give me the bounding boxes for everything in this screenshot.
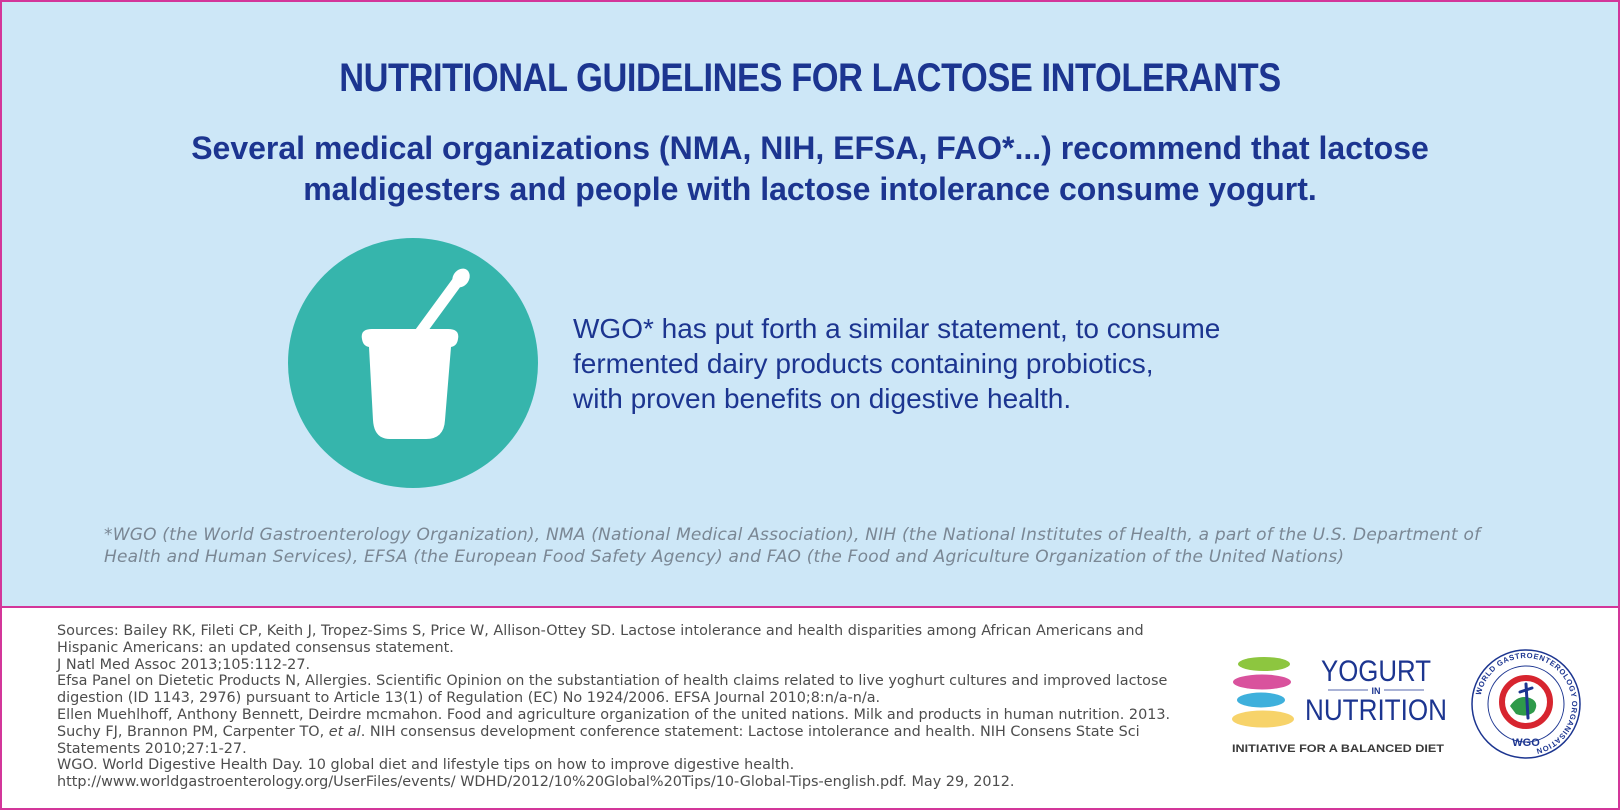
source-text: . NIH consensus development conference statement: Lactose intolerance and health. NIH Consens State Sci — [360, 723, 1140, 740]
footnote-line: Health and Human Services), EFSA (the European Food Safety Agency) and FAO (the Food and Agriculture Organization of the United Nations) — [104, 547, 1345, 567]
wgo-ring-text: WORLD GASTROENTEROLOGY ORGANISATION — [1473, 650, 1580, 756]
source-line: digestion (ID 1143, 2976) pursuant to Article 13(1) of Regulation (EC) No 1924/2006. EFSA Journal 2010;8:n/a-n/a. — [57, 690, 881, 707]
abbreviation-footnote — [104, 524, 1534, 568]
recommendation-subtitle — [100, 128, 1520, 210]
source-line: Efsa Panel on Dietetic Products N, Allergies. Scientific Opinion on the substantiation of health claims related to live yoghurt cultures and improved lactose — [57, 673, 1168, 690]
logo-stone-pink — [1233, 675, 1291, 690]
sources-list — [57, 623, 1197, 791]
subtitle-line: maldigesters and people with lactose intolerance consume yogurt. — [303, 171, 1317, 207]
statement-line: fermented dairy products containing probiotics, — [573, 348, 1154, 379]
source-line: Hispanic Americans: an updated consensus statement. — [57, 639, 454, 656]
source-line: Ellen Muehlhoff, Anthony Bennett, Deirdre mcmahon. Food and agriculture organization of the united nations. Milk and products in human nutrition. 2013. — [57, 706, 1171, 723]
statement-line: with proven benefits on digestive health. — [573, 383, 1072, 414]
logo-word-nutrition: NUTRITION — [1305, 694, 1447, 727]
source-line: J Natl Med Assoc 2013;105:112-27. — [57, 656, 311, 673]
wgo-statement — [573, 311, 1373, 416]
yogurt-cup-icon — [288, 238, 538, 488]
logo-stone-green — [1238, 657, 1290, 671]
logo-stone-blue — [1237, 693, 1285, 708]
source-line: http://www.worldgastroenterology.org/UserFiles/events/ WDHD/2012/10%20Global%20Tips/10-Global-Tips-english.pdf. May 29, 2012. — [57, 774, 1015, 791]
source-line: WGO. World Digestive Health Day. 10 global diet and lifestyle tips on how to improve digestive health. — [57, 757, 795, 774]
logo-word-yogurt: YOGURT — [1321, 655, 1431, 688]
panel-divider — [2, 606, 1618, 608]
wgo-abbreviation: WGO — [1512, 737, 1540, 749]
logo-word-in: IN — [1371, 686, 1381, 696]
subtitle-line: Several medical organizations (NMA, NIH, EFSA, FAO*...) recommend that lactose — [191, 130, 1429, 166]
statement-line: WGO* has put forth a similar statement, to consume — [573, 313, 1221, 344]
source-italic: et al — [328, 723, 361, 740]
source-line — [57, 724, 1197, 741]
wgo-logo — [1470, 648, 1582, 760]
yogurt-in-nutrition-logo — [1228, 652, 1458, 762]
source-line: Sources: Bailey RK, Fileti CP, Keith J, Tropez-Sims S, Price W, Allison-Ottey SD. Lactose intolerance and health disparities among African Americans and — [57, 623, 1144, 639]
page-title: NUTRITIONAL GUIDELINES FOR LACTOSE INTOLERANTS — [339, 56, 1281, 100]
logo-stone-yellow — [1232, 711, 1294, 728]
source-text: Suchy FJ, Brannon PM, Carpenter TO, — [57, 723, 329, 740]
logo-tagline: INITIATIVE FOR A BALANCED DIET — [1232, 743, 1445, 755]
source-line: Statements 2010;27:1-27. — [57, 740, 247, 757]
footnote-line: *WGO (the World Gastroenterology Organization), NMA (National Medical Association), NIH (the National Institutes of Health, a part of the U.S. Department of — [104, 525, 1481, 545]
